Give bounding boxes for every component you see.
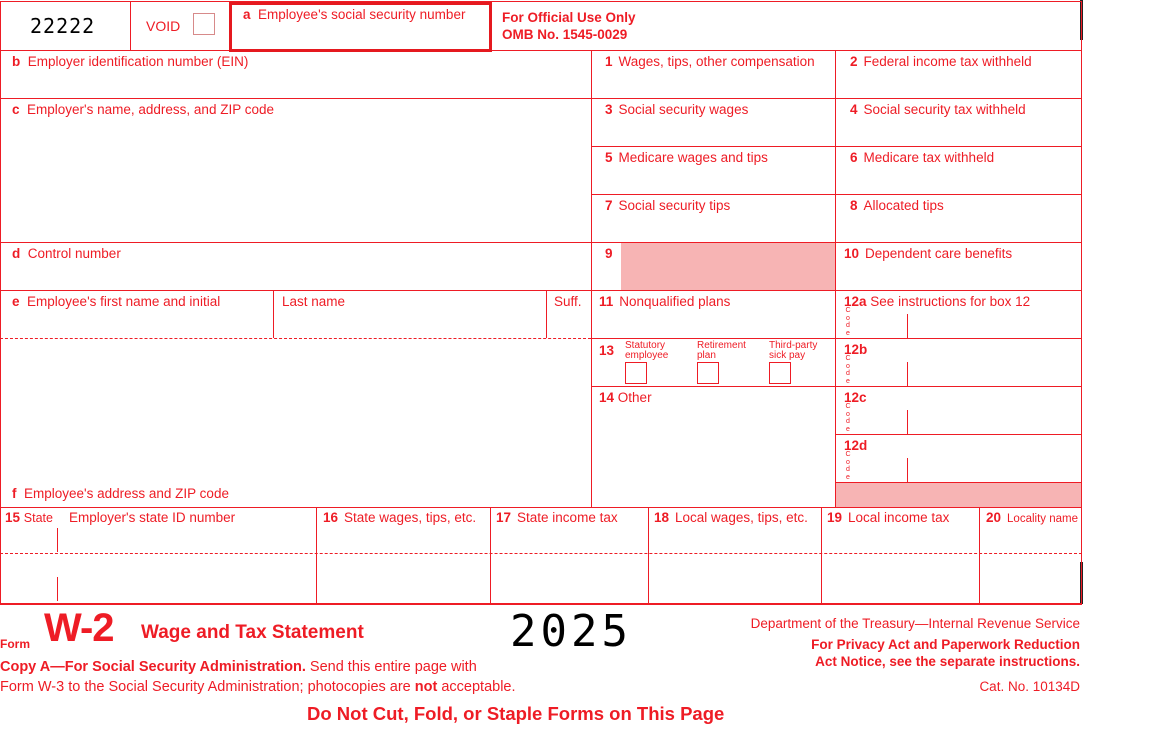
box-2-number: 2 [850,54,858,69]
box-a-letter: a [243,7,251,22]
box-18-label [654,510,808,525]
third-party-sick-pay-label [769,341,817,361]
box-f-text: Employee's address and ZIP code [24,486,229,501]
code-letter: d [846,418,850,425]
box-18-number: 18 [654,510,670,525]
privacy-act-line2: Act Notice, see the separate instructions. [815,654,1080,669]
box-f-label [12,486,229,501]
box-e-last-name: Last name [282,294,346,309]
box-17-label [496,510,618,525]
copy-a-line2-start: Form W-3 to the Social Security Administration; photocopies are [0,679,415,695]
box-14-label [599,390,652,405]
code-letter: o [846,362,850,370]
code-label-12c [845,403,851,433]
box-16-number: 16 [323,510,339,525]
box-17-number: 17 [496,510,512,525]
box-10-number: 10 [844,246,860,261]
box-c-text: Employer's name, address, and ZIP code [27,102,274,117]
void-label: VOID [146,18,181,34]
code-letter: e [846,377,850,385]
box-15-employer-state-id: Employer's state ID number [69,510,236,525]
box-18-text: Local wages, tips, etc. [675,510,808,525]
copy-a-line2 [0,679,516,695]
box-14-text: Other [617,390,652,405]
box-20-number: 20 [986,510,1002,525]
form-word: Form [0,637,30,651]
box-15-state: State [23,511,53,525]
code-label-12d [845,451,851,481]
box-5-label [605,150,768,165]
box-7-label [605,198,730,213]
code-letter: o [846,410,850,418]
box-12a-number: 12a [844,294,867,309]
box-12-shaded [836,483,1081,507]
code-letter: d [846,370,850,377]
box-16-label [323,510,476,525]
omb-number: OMB No. 1545-0029 [502,27,628,42]
void-checkbox[interactable] [193,13,215,35]
box-8-label [850,198,944,213]
box-20-text: Locality name [1007,513,1078,525]
box-a-label [243,7,465,22]
box-7-text: Social security tips [618,198,731,213]
code-letter: C [845,403,851,410]
box-12a-label [844,294,1030,309]
form-name: W-2 [44,606,114,650]
privacy-act-line1: For Privacy Act and Paperwork Reduction [811,637,1080,652]
box-f-letter: f [12,486,17,501]
box-19-text: Local income tax [848,510,950,525]
statutory-line1: Statutory [625,340,666,351]
code-letter: o [846,458,850,466]
box-17-text: State income tax [517,510,618,525]
box-1-label [605,54,815,69]
code-letter: C [845,451,851,458]
box-e-suffix: Suff. [554,294,582,309]
copy-a-bold: Copy A—For Social Security Administration. [0,659,306,675]
box-16-text: State wages, tips, etc. [344,510,477,525]
box-15-label [5,510,53,525]
box-1-text: Wages, tips, other compensation [618,54,815,69]
form-code: 22222 [30,14,96,38]
retirement-plan-label [697,341,746,361]
box-4-number: 4 [850,102,858,117]
box-3-number: 3 [605,102,613,117]
code-label-12a [845,307,851,337]
thirdparty-line1: Third-party [769,340,818,351]
box-3-text: Social security wages [618,102,749,117]
box-12a-text: See instructions for box 12 [870,294,1031,309]
retirement-plan-checkbox[interactable] [697,362,719,384]
box-11-text: Nonqualified plans [619,294,731,309]
box-19-label [827,510,949,525]
box-5-number: 5 [605,150,613,165]
statutory-employee-label [625,341,668,361]
box-4-text: Social security tax withheld [863,102,1026,117]
box-19-number: 19 [827,510,843,525]
box-14-number: 14 [599,390,615,405]
code-letter: d [846,322,850,329]
box-12b-label: 12b [844,342,868,357]
code-letter: o [846,314,850,322]
form-title: Wage and Tax Statement [141,622,364,643]
box-10-label [844,246,1012,261]
box-c-label [12,102,274,117]
box-2-label [850,54,1032,69]
copy-a-not: not [414,679,438,695]
box-5-text: Medicare wages and tips [618,150,768,165]
box-7-number: 7 [605,198,613,213]
box-3-label [605,102,748,117]
box-b-text: Employer identification number (EIN) [27,54,249,69]
box-b-label [12,54,248,69]
box-e-text: Employee's first name and initial [27,294,221,309]
box-6-number: 6 [850,150,858,165]
thirdparty-line2: sick pay [769,350,806,361]
box-12d-label: 12d [844,438,868,453]
retirement-line1: Retirement [697,340,746,351]
box-10-text: Dependent care benefits [865,246,1013,261]
statutory-employee-checkbox[interactable] [625,362,647,384]
box-11-number: 11 [599,294,614,309]
warning-text: Do Not Cut, Fold, or Staple Forms on This Page [307,703,725,724]
box-8-number: 8 [850,198,858,213]
box-15-number: 15 [5,510,21,525]
box-20-label [986,510,1078,525]
box-1-number: 1 [605,54,613,69]
box-e-label [12,294,220,309]
box-2-text: Federal income tax withheld [863,54,1032,69]
box-a-text: Employee's social security number [258,7,466,22]
code-letter: C [845,307,851,314]
box-c-letter: c [12,102,20,117]
box-6-text: Medicare tax withheld [863,150,995,165]
copy-a-line2-end: acceptable. [437,679,516,695]
box-b-letter: b [12,54,21,69]
code-letter: e [846,473,850,481]
box-11-label [599,294,730,309]
catalog-number: Cat. No. 10134D [979,679,1080,694]
box-d-text: Control number [27,246,121,261]
tax-year: 2025 [510,606,632,657]
department-line: Department of the Treasury—Internal Revenue Service [750,616,1080,631]
box-13-number: 13 [599,343,615,358]
code-label-12b [845,355,851,385]
retirement-line2: plan [697,350,716,361]
copy-a-rest: Send this entire page with [305,659,477,675]
copy-a-line1 [0,659,477,675]
box-12c-label: 12c [844,390,867,405]
code-letter: C [845,355,851,362]
box-9-label [605,246,613,261]
box-4-label [850,102,1026,117]
box-8-text: Allocated tips [863,198,944,213]
box-d-label [12,246,121,261]
code-letter: e [846,329,850,337]
box-6-label [850,150,994,165]
box-d-letter: d [12,246,21,261]
box-9-shaded [621,243,835,290]
code-letter: e [846,425,850,433]
statutory-line2: employee [625,350,669,361]
third-party-sick-pay-checkbox[interactable] [769,362,791,384]
official-use-line1: For Official Use Only [502,10,636,25]
box-9-number: 9 [605,246,613,261]
code-letter: d [846,466,850,473]
box-e-letter: e [12,294,20,309]
